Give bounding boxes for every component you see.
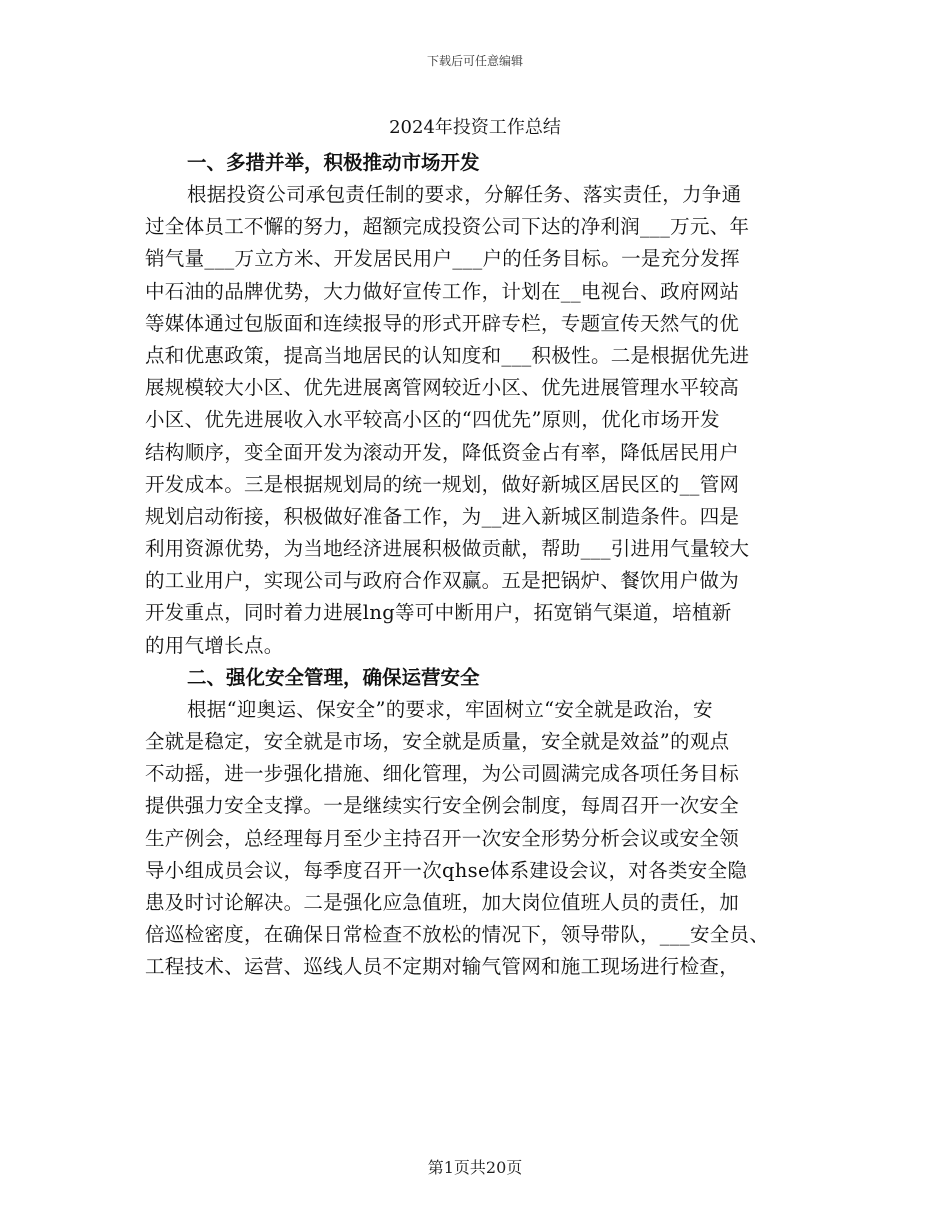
paragraph-line: 销气量___万立方米、开发居民用户___户的任务目标。一是充分发挥 — [145, 247, 740, 271]
section-heading-market-development: 一、多措并举，积极推动市场开发 — [187, 151, 480, 174]
paragraph-line: 的用气增长点。 — [145, 633, 284, 657]
section-heading-safety-management: 二、强化安全管理，确保运营安全 — [187, 665, 480, 689]
page-number-footer: 第1页共20页 — [427, 1158, 523, 1177]
paragraph-line: 展规模较大小区、优先进展离管网较近小区、优先进展管理水平较高 — [145, 376, 740, 400]
paragraph-line: 不动摇，进一步强化措施、细化管理，为公司圆满完成各项任务目标 — [145, 762, 740, 786]
paragraph-line: 导小组成员会议，每季度召开一次qhse体系建设会议，对各类安全隐 — [145, 858, 748, 882]
paragraph-line: 点和优惠政策，提高当地居民的认知度和___积极性。二是根据优先进 — [145, 343, 750, 367]
document-title: 2024年投资工作总结 — [389, 117, 561, 138]
paragraph-line: 规划启动衔接，积极做好准备工作，为__进入新城区制造条件。四是 — [145, 504, 740, 528]
paragraph-market-development — [145, 179, 825, 662]
paragraph-line: 结构顺序，变全面开发为滚动开发，降低资金占有率，降低居民用户 — [145, 440, 740, 464]
paragraph-line: 开发成本。三是根据规划局的统一规划，做好新城区居民区的__管网 — [145, 472, 740, 496]
paragraph-line: 根据“迎奥运、保安全”的要求，牢固树立“安全就是政治，安 — [187, 697, 713, 721]
paragraph-line: 的工业用户，实现公司与政府合作双赢。五是把锅炉、餐饮用户做为 — [145, 569, 740, 593]
document-body — [145, 147, 825, 984]
paragraph-line: 中石油的品牌优势，大力做好宣传工作，计划在__电视台、政府网站 — [145, 279, 740, 303]
paragraph-line: 生产例会，总经理每月至少主持召开一次安全形势分析会议或安全领 — [145, 826, 740, 850]
paragraph-line: 工程技术、运营、巡线人员不定期对输气管网和施工现场进行检查， — [145, 955, 740, 979]
paragraph-line: 开发重点，同时着力进展lng等可中断用户，拓宽销气渠道，培植新 — [145, 601, 732, 625]
paragraph-line: 过全体员工不懈的努力，超额完成投资公司下达的净利润___万元、年 — [145, 215, 750, 239]
paragraph-safety-management — [145, 694, 825, 984]
paragraph-line: 等媒体通过包版面和连续报导的形式开辟专栏，专题宣传天然气的优 — [145, 311, 740, 335]
paragraph-line: 小区、优先进展收入水平较高小区的“四优先”原则，优化市场开发 — [145, 408, 720, 432]
paragraph-line: 患及时讨论解决。二是强化应急值班，加大岗位值班人员的责任，加 — [145, 890, 740, 914]
page-header-note: 下载后可任意编辑 — [426, 54, 523, 68]
paragraph-line: 提供强力安全支撑。一是继续实行安全例会制度，每周召开一次安全 — [145, 794, 740, 818]
paragraph-line: 利用资源优势，为当地经济进展积极做贡献，帮助___引进用气量较大 — [145, 537, 750, 561]
paragraph-line: 倍巡检密度，在确保日常检查不放松的情况下，领导带队，___安全员、 — [145, 923, 770, 947]
paragraph-line: 根据投资公司承包责任制的要求，分解任务、落实责任，力争通 — [187, 183, 742, 206]
paragraph-line: 全就是稳定，安全就是市场，安全就是质量，安全就是效益”的观点 — [145, 730, 730, 753]
